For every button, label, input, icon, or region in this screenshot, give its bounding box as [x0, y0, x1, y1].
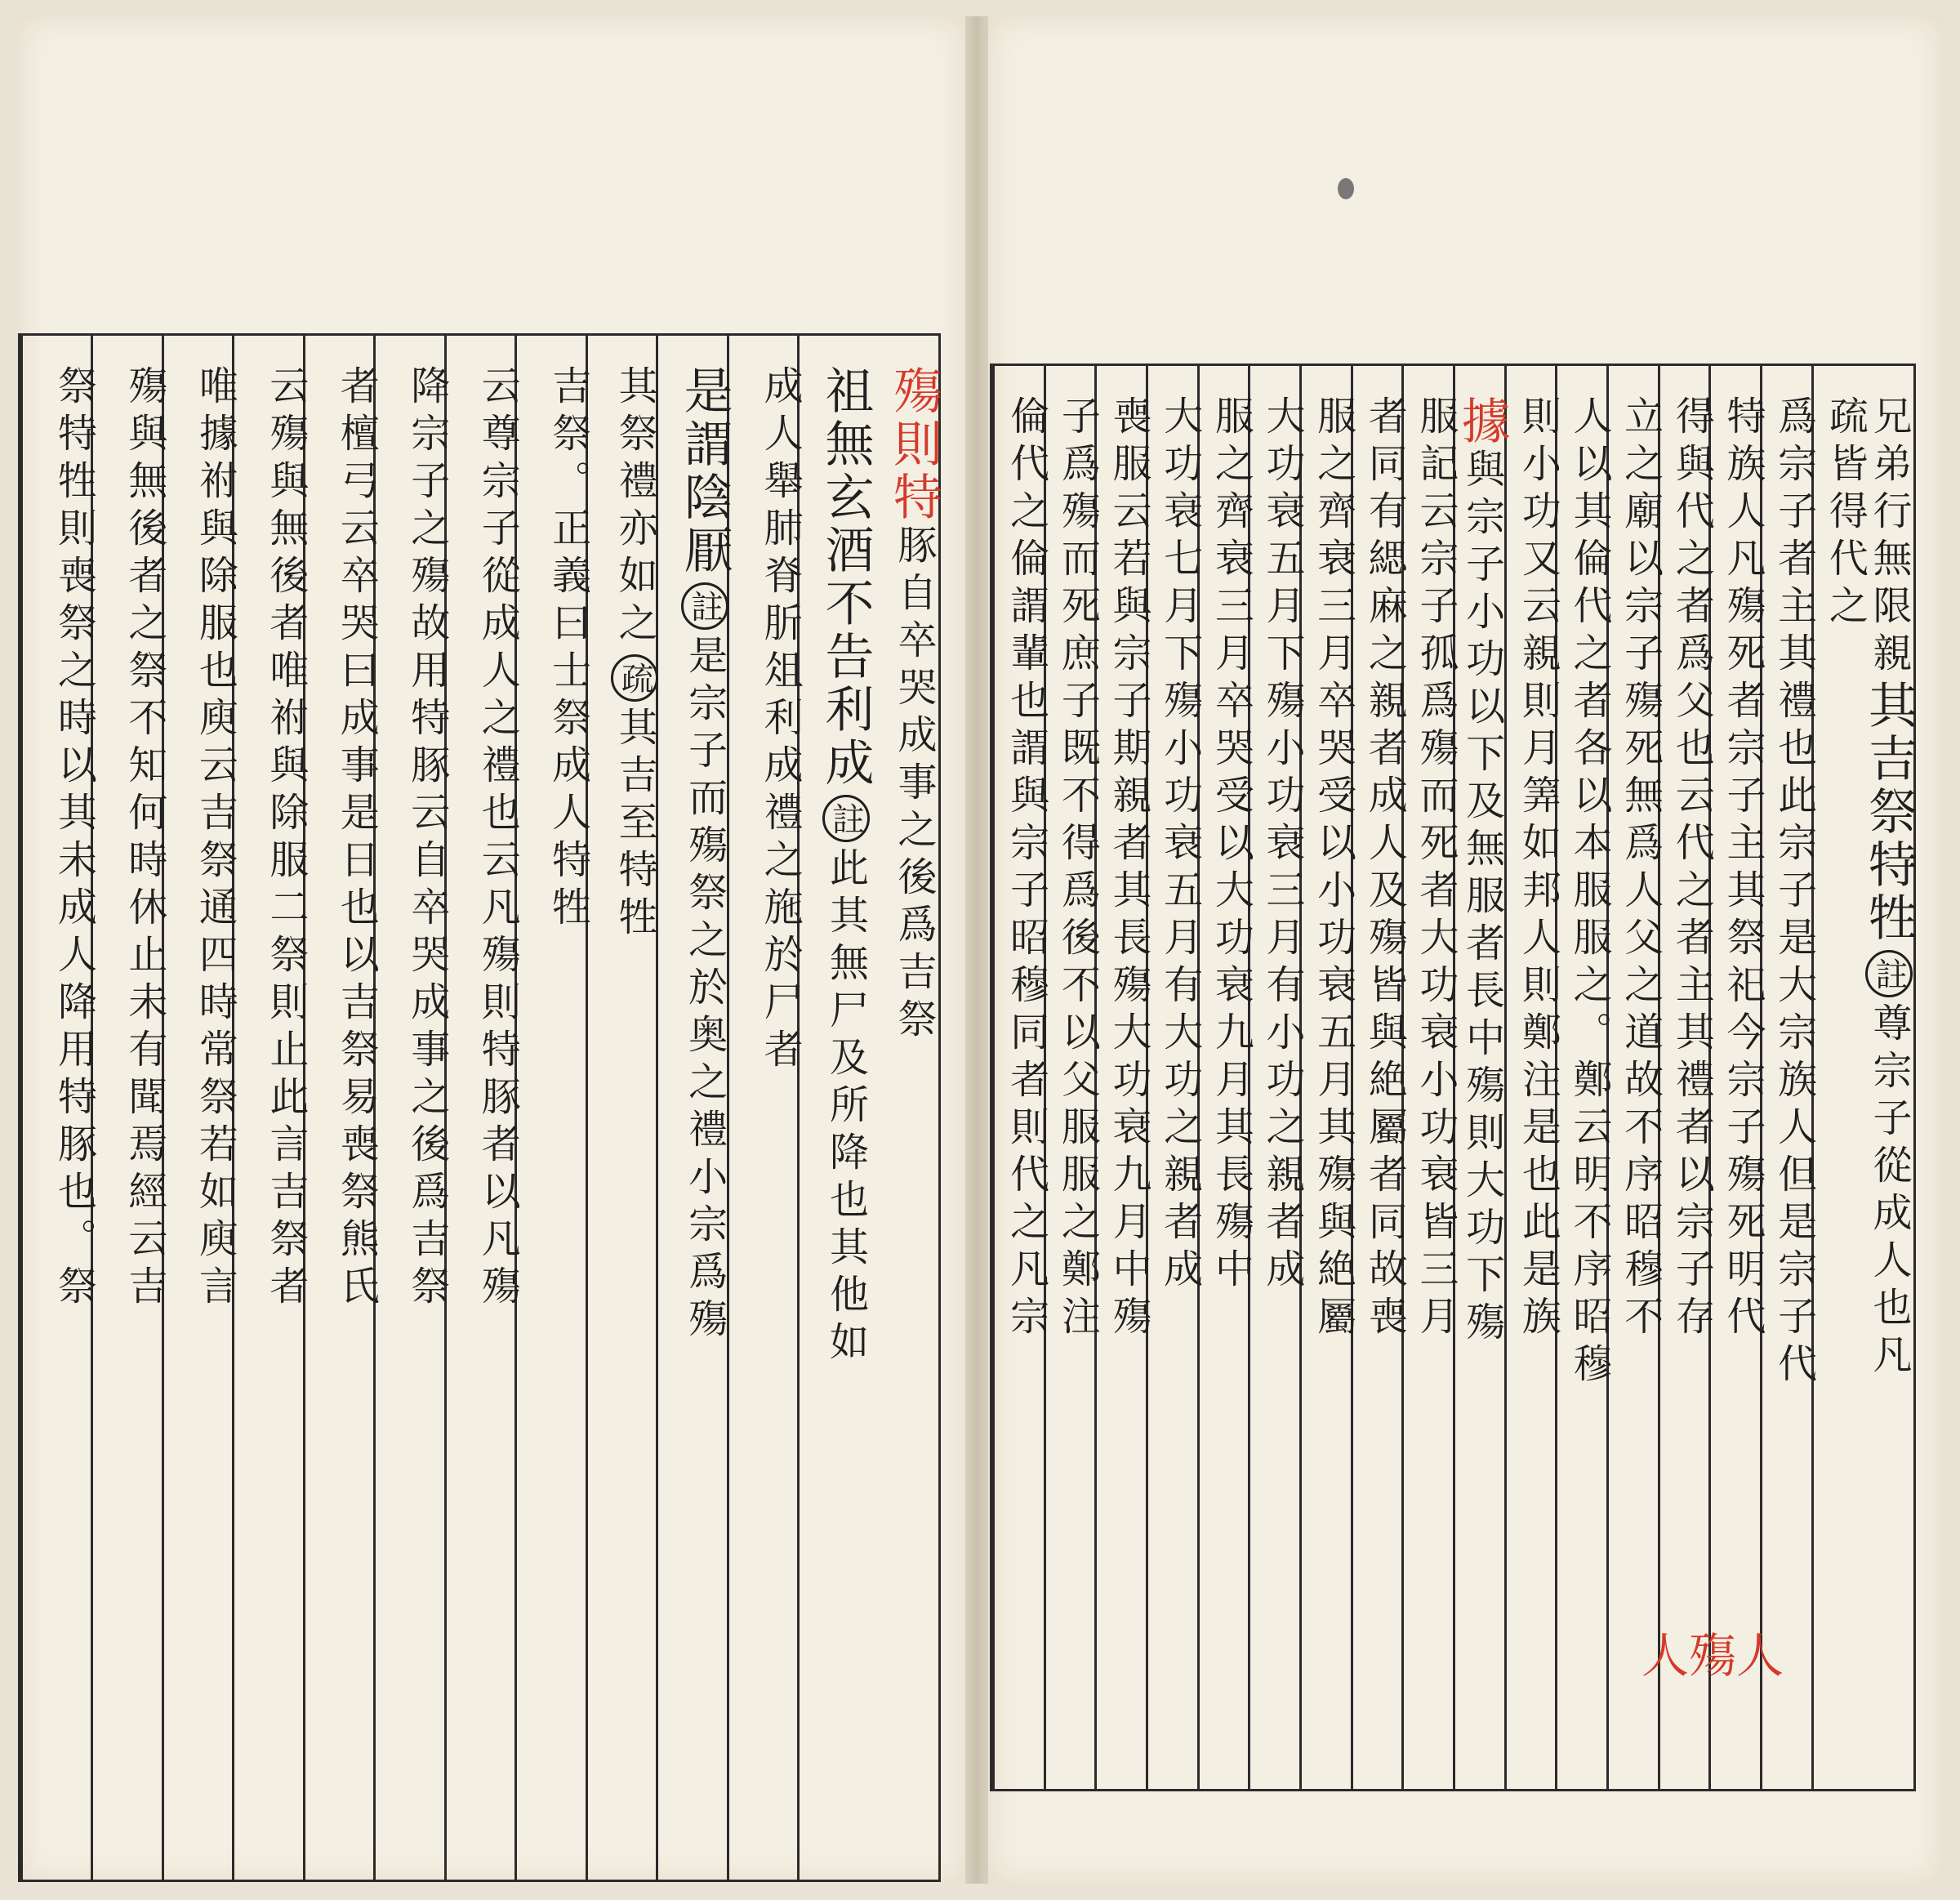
text-segment: 此其無尸及所降也其他如 — [822, 847, 869, 1368]
column-text — [93, 365, 167, 1313]
left_page-column — [162, 336, 238, 1880]
right_page-column — [1555, 366, 1612, 1789]
left_page-column — [586, 336, 658, 1880]
right_page-column — [1044, 366, 1101, 1789]
text-segment: 其吉祭特牲 — [1860, 680, 1918, 945]
text-segment: 與宗子小功以下及無服者長中殤則大功下殤 — [1459, 448, 1505, 1349]
annotation-marker: 註 — [822, 795, 870, 842]
text-segment: 得與代之者爲父也云代之者主其禮者以宗子存 — [1668, 395, 1715, 1343]
text-segment: 大功衰五月下殤小功衰三月有小功之親者成 — [1258, 395, 1305, 1296]
column-text — [1814, 395, 1869, 632]
text-segment: 服記云宗子孤爲殤而死者大功衰小功衰皆三月 — [1412, 395, 1459, 1343]
right_page-column — [1248, 366, 1305, 1789]
text-segment: 其吉至特牲 — [612, 707, 658, 943]
column-text — [517, 365, 591, 934]
text-segment: 疏皆得代之 — [1822, 395, 1869, 632]
text-segment: 大功衰七月下殤小功衰五月有大功之親者成 — [1156, 395, 1203, 1296]
right_page-column — [1658, 366, 1715, 1789]
text-segment: 則小功又云親則月筭如邦人則鄭注是也此是族 — [1515, 395, 1561, 1343]
column-text — [1097, 395, 1152, 1343]
column-text — [995, 395, 1049, 1343]
column-text — [1507, 395, 1561, 1343]
annotation-marker: 註 — [1865, 950, 1913, 997]
red-annotation-right: 人殤人 — [1642, 1628, 1784, 1684]
left_page-column — [514, 336, 591, 1880]
annotation-marker: 疏 — [611, 654, 658, 702]
text-segment: 人以其倫代之者各以本服服之。鄭云明不序昭穆 — [1566, 395, 1612, 1390]
text-segment: 云殤與無後者唯祔與除服二祭則止此言吉祭者 — [262, 365, 309, 1313]
left_page-column — [656, 336, 733, 1880]
text-segment: 服之齊衰三月卒哭受以小功衰五月其殤與絶屬 — [1310, 395, 1356, 1343]
right_page-column — [1606, 366, 1664, 1789]
left_page-column — [444, 336, 521, 1880]
column-text — [588, 365, 658, 943]
column-text — [868, 365, 942, 1046]
text-segment: 特族人凡殤死者宗子主其祭祀今宗子殤死明代 — [1719, 395, 1766, 1343]
right_page-column — [1453, 366, 1511, 1789]
left_page-column — [868, 336, 942, 1880]
right_page-column — [1760, 366, 1817, 1789]
right-text-frame — [990, 363, 1916, 1791]
text-segment: 豚自卒哭成事之後爲吉祭 — [890, 524, 937, 1046]
left_page-column — [91, 336, 167, 1880]
annotation-marker: 註 — [681, 582, 728, 630]
text-segment: 其祭禮亦如之 — [612, 365, 658, 649]
column-text — [1660, 395, 1715, 1343]
text-segment: 爲宗子者主其禮也此宗子是大宗族人但是宗子代 — [1771, 395, 1817, 1390]
text-segment: 唯據祔與除服也庾云吉祭通四時常祭若如庾言 — [192, 365, 238, 1313]
text-segment: 成人舉肺脊肵俎利成禮之施於尸者 — [757, 365, 804, 1076]
column-text — [234, 365, 309, 1313]
column-text — [1453, 395, 1511, 1349]
text-segment: 者同有緦麻之親者成人及殤皆與絶屬者同故喪 — [1361, 395, 1408, 1343]
column-text — [1557, 395, 1612, 1390]
right_page-column — [1811, 366, 1869, 1789]
column-text — [1353, 395, 1408, 1343]
book-gutter — [965, 16, 988, 1884]
column-text — [447, 365, 521, 1313]
column-text — [1200, 395, 1254, 1296]
column-text — [658, 365, 733, 1345]
text-segment: 祖無玄酒不告利成 — [817, 365, 875, 790]
right_page-column — [1197, 366, 1254, 1789]
column-text — [164, 365, 238, 1313]
text-segment: 兄弟行無限親 — [1865, 395, 1912, 680]
right_page-column — [1401, 366, 1459, 1789]
column-text — [1250, 395, 1305, 1296]
left_page-column — [727, 336, 804, 1880]
right_page-column — [1351, 366, 1408, 1789]
text-segment: 是宗子而殤祭之於奥之禮小宗爲殤 — [681, 635, 728, 1345]
text-segment: 吉祭。正義曰士祭成人特牲 — [545, 365, 591, 934]
text-segment: 尊宗子從成人也凡 — [1865, 1002, 1912, 1381]
text-segment: 倫代之倫謂輩也謂與宗子昭穆同者則代之凡宗 — [1003, 395, 1049, 1343]
left-text-frame — [18, 333, 941, 1882]
column-text — [1762, 395, 1817, 1390]
text-segment: 服之齊衰三月卒哭受以大功衰九月其長殤中 — [1208, 395, 1254, 1296]
column-text — [1860, 395, 1918, 1381]
text-segment: 是謂陰厭 — [675, 365, 733, 578]
column-text — [376, 365, 450, 1313]
ink-stain — [1338, 178, 1354, 199]
text-segment: 立之廟以宗子殤死無爲人父之道故不序昭穆不 — [1617, 395, 1664, 1343]
column-text — [1404, 395, 1459, 1343]
text-segment: 云尊宗子從成人之禮也云凡殤則特豚者以凡殤 — [474, 365, 521, 1313]
text-segment: 祭特牲則喪祭之時以其未成人降用特豚也。祭 — [51, 365, 97, 1313]
text-segment: 據 — [1453, 395, 1511, 448]
column-text — [305, 365, 380, 1313]
text-segment: 者檀弓云卒哭曰成事是日也以吉祭易喪祭熊氏 — [333, 365, 380, 1313]
column-text — [23, 365, 97, 1313]
column-text — [1302, 395, 1356, 1343]
right_page-column — [1708, 366, 1766, 1789]
text-segment: 喪服云若與宗子期親者其長殤大功衰九月中殤 — [1105, 395, 1152, 1343]
text-segment: 子爲殤而死庶子既不得爲後不以父服服之鄭注 — [1054, 395, 1101, 1343]
text-segment: 殤與無後者之祭不知何時休止未有聞焉經云吉 — [121, 365, 167, 1313]
column-text — [800, 365, 875, 1368]
left_page-column — [232, 336, 309, 1880]
left_page-column — [797, 336, 875, 1880]
right_page-column — [1146, 366, 1203, 1789]
column-text — [1148, 395, 1203, 1296]
left_page-column — [20, 336, 97, 1880]
right_page-column — [1860, 366, 1918, 1789]
column-text — [1046, 395, 1101, 1343]
text-segment: 殤則特 — [884, 365, 942, 524]
right_page-column — [992, 366, 1049, 1789]
column-text — [1609, 395, 1664, 1343]
column-text — [729, 365, 804, 1076]
left_page-column — [303, 336, 380, 1880]
text-segment: 降宗子之殤故用特豚云自卒哭成事之後爲吉祭 — [403, 365, 450, 1313]
right_page-column — [1504, 366, 1561, 1789]
right_page-column — [1299, 366, 1356, 1789]
column-text — [1711, 395, 1766, 1343]
right_page-column — [1094, 366, 1152, 1789]
left_page-column — [373, 336, 450, 1880]
